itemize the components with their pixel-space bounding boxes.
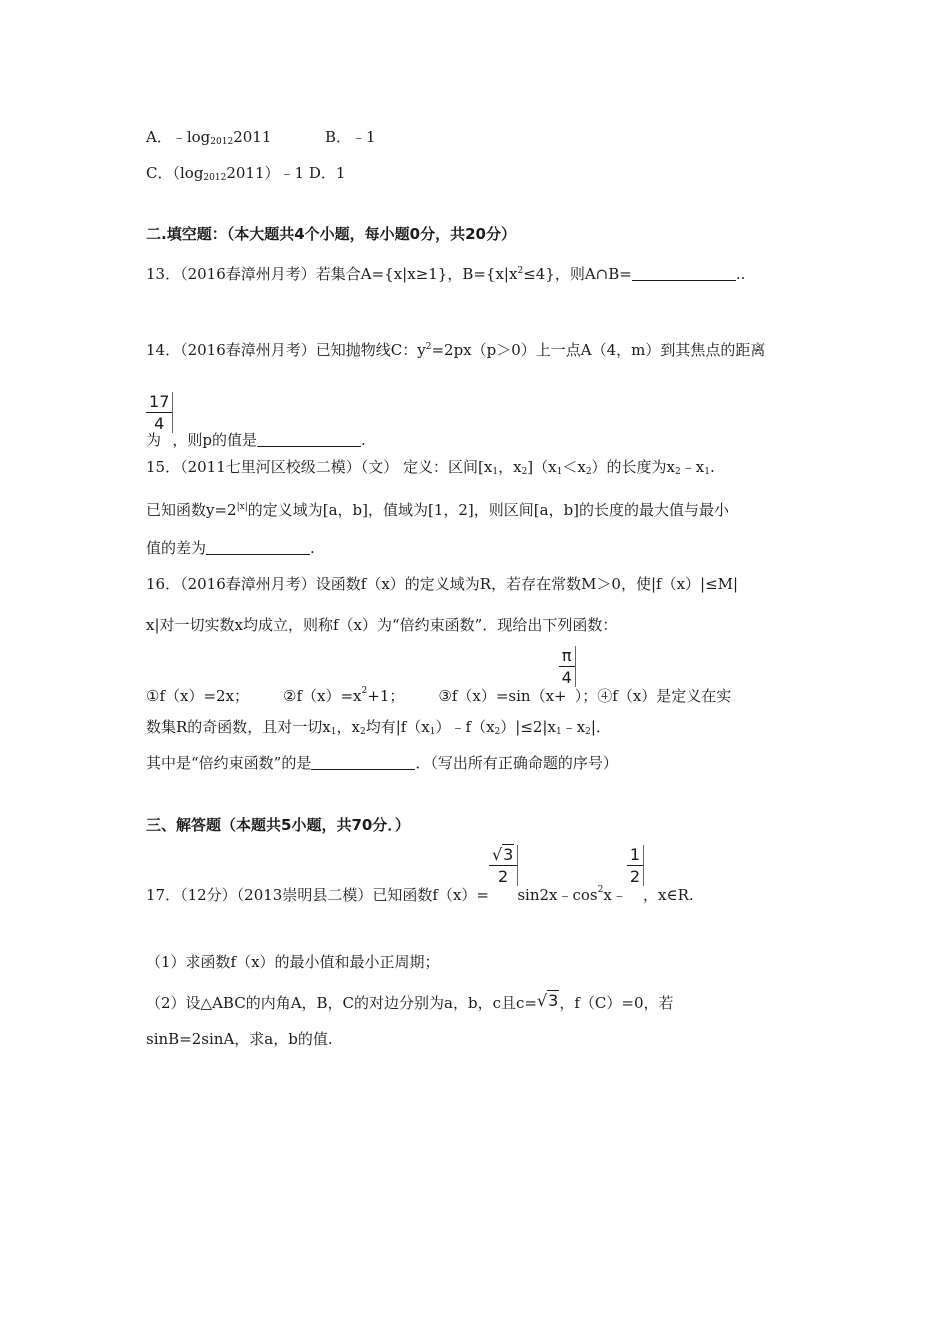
option-b-label: B． — [324, 128, 351, 146]
q17-part2-text: ，f（C）=0，若 — [559, 994, 674, 1012]
q16-sub: 2 — [585, 727, 591, 737]
q15-text: ]（x — [527, 458, 557, 476]
q16-line5-text: 其中是“倍约束函数”的是 — [146, 754, 312, 772]
q13-sup: 2 — [517, 266, 524, 276]
q16-line4-text: ，x — [336, 718, 360, 736]
q15-text: ＜x — [562, 458, 586, 476]
q15-text-a: （2011七里河区校级二模）（文） 定义：区间[x — [180, 458, 493, 476]
q17-one-half — [627, 845, 643, 886]
q16-pi-den: 4 — [561, 668, 572, 687]
q15-answer-blank[interactable] — [206, 539, 310, 555]
question-17-part2-cont: sinB=2sinA，求a，b的值. — [146, 1030, 333, 1048]
q15-line2-sup: |x| — [236, 502, 248, 512]
q16-item2-b: +1； — [367, 687, 405, 705]
option-a-value: 2011 — [233, 128, 272, 146]
q13-answer-blank[interactable] — [632, 265, 736, 281]
q15-sub: 2 — [585, 467, 592, 477]
option-d-label: D． — [308, 164, 336, 182]
question-17-line1 — [146, 845, 694, 918]
section-3-title: 三、解答题（本题共5小题，共70分．） — [146, 816, 410, 834]
question-17-part1: （1）求函数f（x）的最小值和最小正周期； — [146, 953, 440, 971]
q16-line4-text: ）﹣f（x — [435, 718, 495, 736]
q15-sub: 2 — [521, 467, 528, 477]
q15-text: ﹣x — [680, 458, 705, 476]
q17-frac1-radicand: 3 — [503, 845, 514, 864]
section-2-title: 二.填空题：（本大题共4个小题，每小题0分，共20分） — [146, 225, 516, 243]
q13-number: 13． — [146, 265, 181, 283]
q14-sup: 2 — [425, 342, 432, 352]
q17-part2-text: （2）设△ABC的内角A，B，C的对边分别为a，b，c且c= — [146, 994, 537, 1012]
q16-sub: 2 — [494, 727, 501, 737]
q16-item2-a: ②f（x）=x — [283, 687, 362, 705]
q17-text-c: x﹣ — [603, 886, 627, 904]
q16-sub: 1 — [330, 727, 337, 737]
q15-text: ，x — [498, 458, 522, 476]
q16-item3-a: ③f（x）=sin（x+ — [438, 687, 567, 705]
q17-frac1-num — [489, 845, 517, 864]
q15-sub: 1 — [556, 467, 563, 477]
q13-text-b: ≤4}，则A∩B= — [523, 265, 632, 283]
question-16-line5 — [146, 753, 618, 773]
q16-sub: 1 — [555, 727, 562, 737]
option-b-value: ﹣1 — [350, 128, 376, 146]
q17-frac2-num: 1 — [629, 845, 641, 864]
q15-sub: 1 — [704, 467, 710, 477]
q16-line4-text: |． — [590, 718, 611, 736]
q14-text-c: ，则p的值是 — [172, 431, 257, 449]
question-16-line3 — [146, 646, 731, 719]
q15-line3-end: . — [310, 539, 315, 557]
question-16-line1 — [146, 574, 738, 594]
q14-answer-blank[interactable] — [257, 431, 361, 447]
q17-number: 17． — [146, 886, 181, 904]
q16-item2-sup: 2 — [361, 686, 368, 696]
q14-frac-den: 4 — [154, 414, 165, 433]
q16-answer-blank[interactable] — [311, 754, 415, 770]
option-a-sub: 2012 — [210, 137, 234, 147]
q15-line2-text: 的定义域为[a，b]，值域为[1，2]，则区间[a，b]的长度的最大值与最小 — [247, 501, 730, 519]
q14-text-end: . — [360, 431, 366, 449]
q17-text-d: ，x∈R. — [643, 886, 694, 904]
sqrt-icon: √3 — [491, 845, 514, 864]
q16-item1: ①f（x）=2x； — [146, 687, 250, 705]
option-c-value: 2011）﹣1 — [226, 164, 305, 182]
q15-line2-text: 已知函数y=2 — [146, 501, 237, 519]
q16-sub: 2 — [359, 727, 366, 737]
question-14-line1 — [146, 337, 765, 360]
sqrt-icon: √3 — [536, 991, 559, 1010]
q14-fraction — [146, 392, 172, 433]
q14-text-b: =2px（p＞0）上一点A（4，m）到其焦点的距离 — [431, 341, 766, 359]
q16-line1: （2016春漳州月考）设函数f（x）的定义域为R，若存在常数M＞0，使|f（x）|≤M| — [180, 575, 739, 593]
question-14-line2 — [146, 392, 366, 462]
q16-line4-text: ）|≤2|x — [500, 718, 556, 736]
question-16-line2: x|对一切实数x均成立，则称f（x）为“倍约束函数”．现给出下列函数： — [146, 616, 618, 634]
question-15-line1 — [146, 457, 715, 482]
q14-frac-num: 17 — [149, 392, 170, 411]
question-15-line2 — [146, 497, 729, 520]
q17-sqrt3-over-2 — [489, 845, 517, 886]
q16-sub: 1 — [429, 727, 436, 737]
q16-number: 16． — [146, 575, 181, 593]
q13-text-end: .. — [735, 265, 746, 283]
q15-number: 15． — [146, 458, 181, 476]
q17-text-b: sin2x﹣cos — [517, 886, 598, 904]
q17-sqrt-radicand: 3 — [548, 991, 559, 1010]
q16-line4-text: 均有|f（x — [365, 718, 430, 736]
option-row-cd — [146, 163, 345, 188]
option-c-open: （log — [172, 164, 204, 182]
q16-item3-b: ）；④f（x）是定义在实 — [574, 687, 732, 705]
q14-prefix: 为 — [146, 431, 162, 449]
q17-text-a: （12分）（2013崇明县二模）已知函数f（x）= — [180, 886, 489, 904]
q16-pi-fraction — [559, 646, 575, 687]
q17-sup: 2 — [597, 885, 604, 895]
option-a-prefix: ﹣log — [171, 128, 211, 146]
q15-line3-text: 值的差为 — [146, 539, 207, 557]
q13-text-a: （2016春漳州月考）若集合A={x|x≥1}，B={x|x — [180, 265, 518, 283]
q15-text: . — [709, 458, 715, 476]
q16-line5-text: ．（写出所有正确命题的序号） — [415, 754, 618, 772]
option-row-ab — [146, 127, 376, 152]
option-a-label: A． — [146, 128, 172, 146]
q14-number: 14． — [146, 341, 181, 359]
q15-sub: 2 — [675, 467, 681, 477]
option-d-value: 1 — [335, 164, 346, 182]
question-15-line3 — [146, 538, 315, 558]
q16-line4-text: ﹣x — [561, 718, 586, 736]
q15-sub: 1 — [492, 467, 499, 477]
question-13 — [146, 261, 745, 284]
q17-frac2-den: 2 — [629, 867, 641, 886]
question-17-part2 — [146, 988, 674, 1016]
option-c-sub: 2012 — [203, 173, 227, 183]
question-16-line4 — [146, 717, 611, 742]
q16-line4-text: 数集R的奇函数，且对一切x — [146, 718, 331, 736]
q16-pi-num: π — [561, 646, 572, 665]
q15-text: ）的长度为x — [591, 458, 676, 476]
q14-text-a: （2016春漳州月考）已知抛物线C：y — [180, 341, 426, 359]
option-c-label: C． — [146, 164, 173, 182]
q17-frac1-den: 2 — [498, 867, 509, 886]
